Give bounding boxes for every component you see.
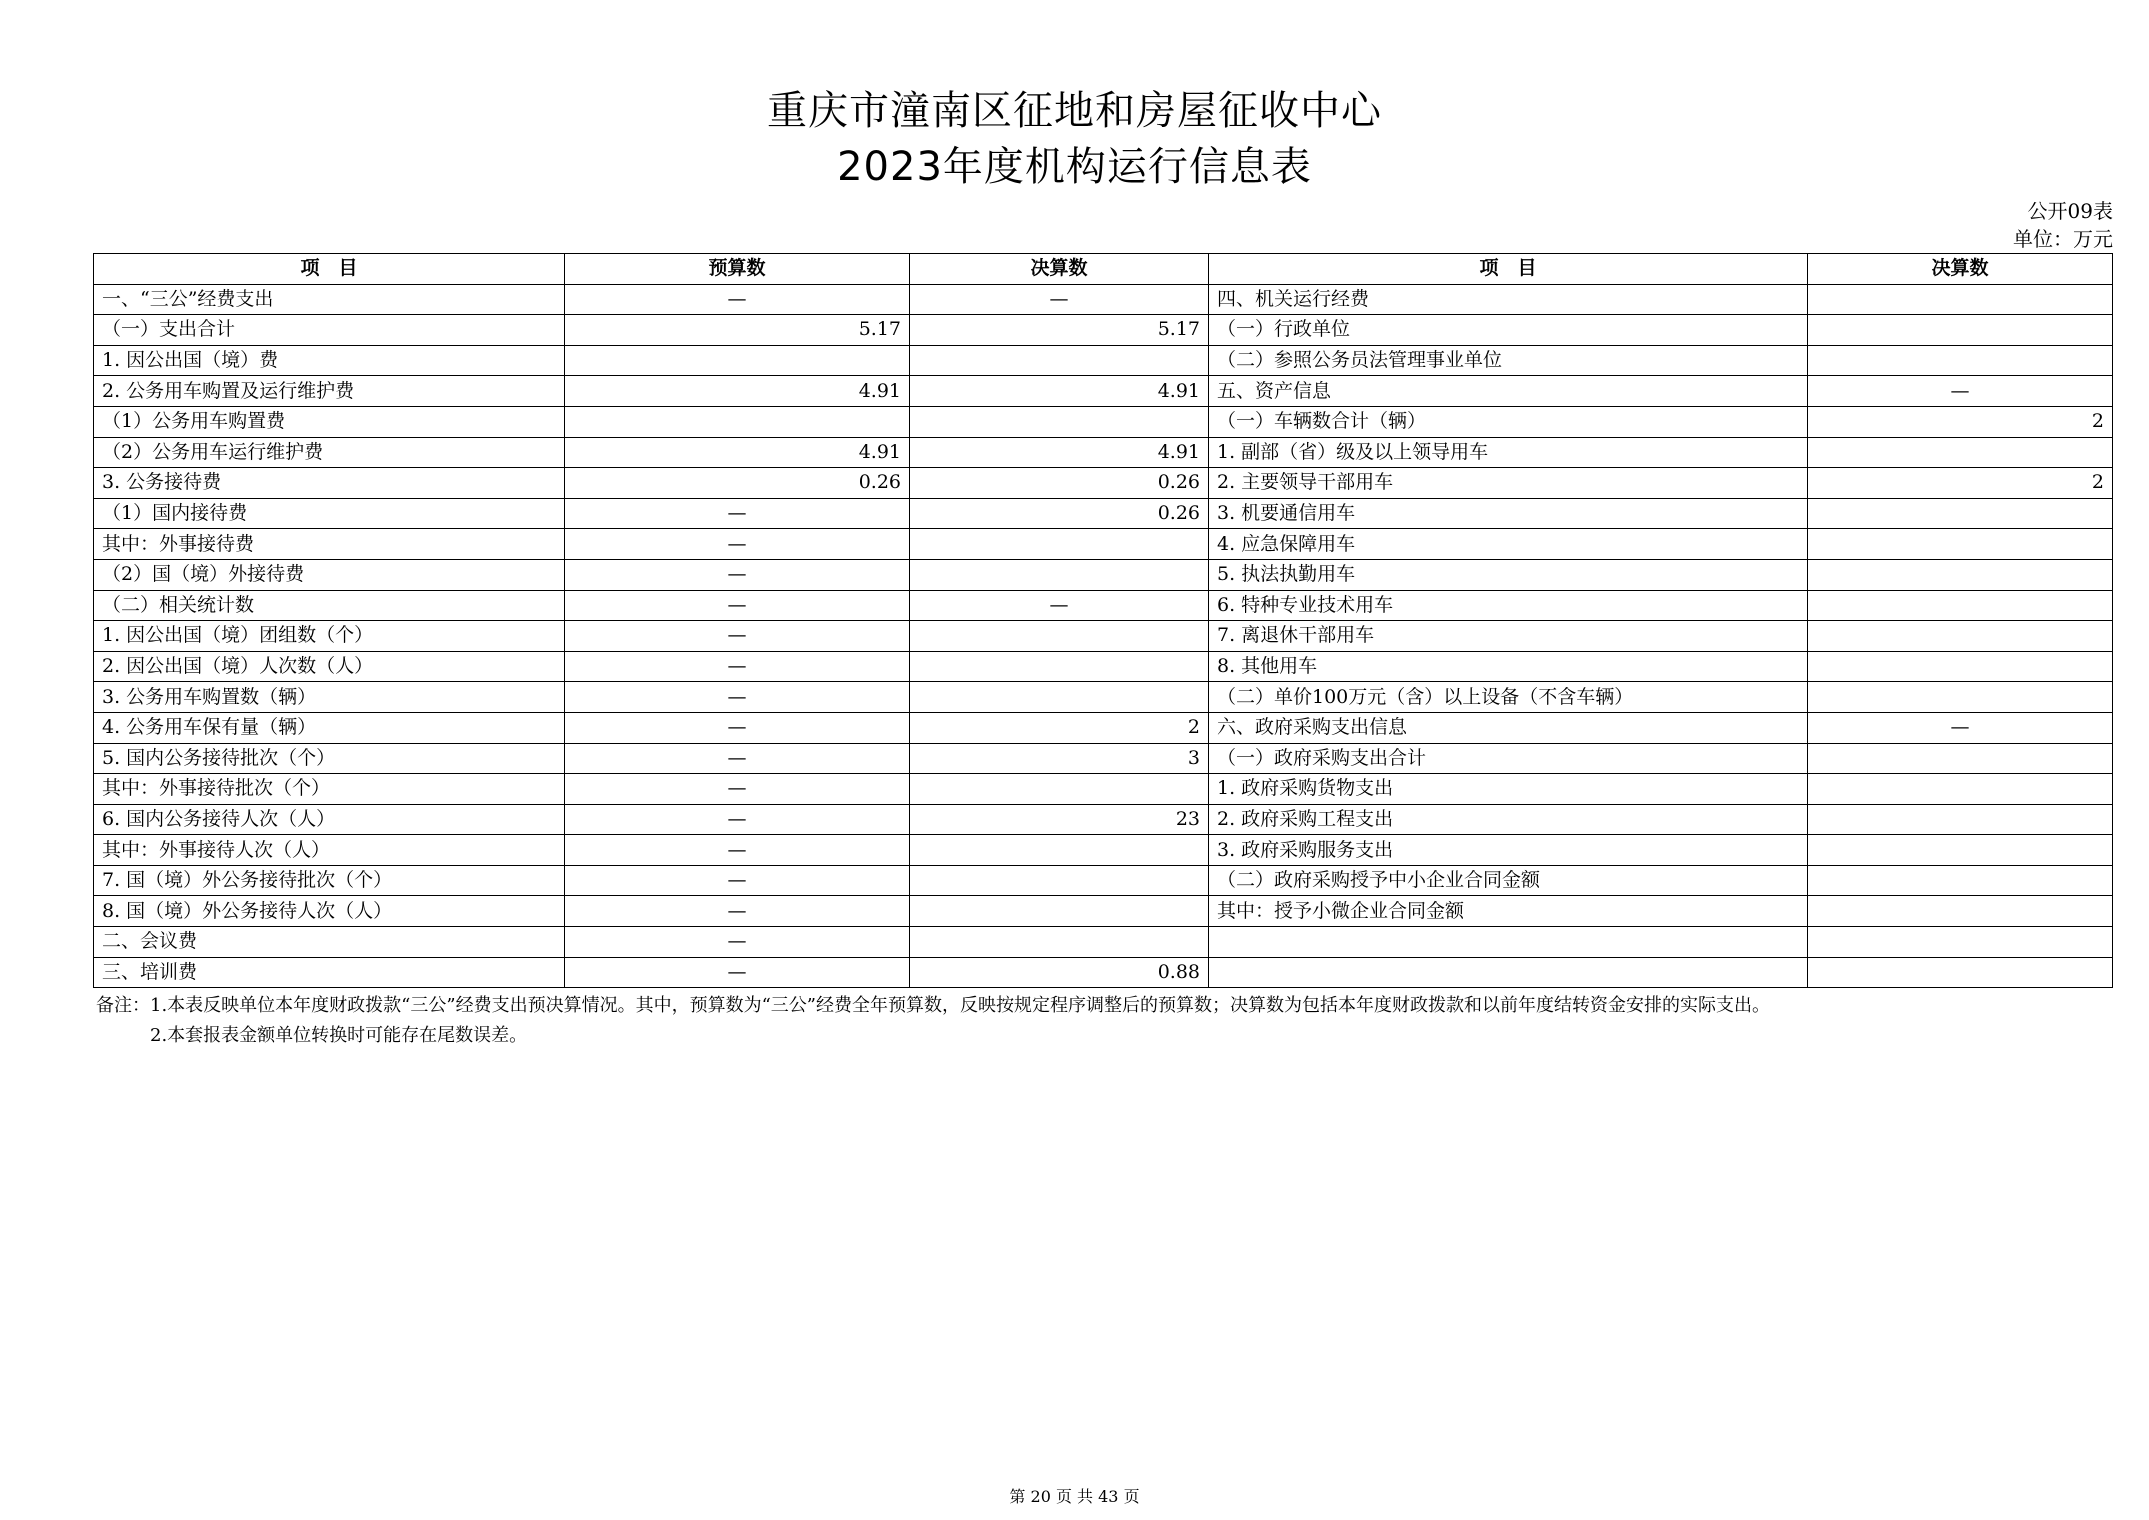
table-row: [94, 315, 2113, 346]
right-final-cell: [1808, 927, 2113, 958]
header-budget: 预算数: [565, 254, 910, 285]
left-item-cell: 5. 国内公务接待批次（个）: [94, 743, 565, 774]
budget-cell: —: [565, 835, 910, 866]
left-item-cell: 2. 因公出国（境）人次数（人）: [94, 651, 565, 682]
budget-cell: —: [565, 774, 910, 805]
right-item-cell: 7. 离退休干部用车: [1209, 621, 1808, 652]
budget-cell: —: [565, 865, 910, 896]
page-subtitle: 2023年度机构运行信息表: [837, 144, 1312, 190]
right-item-cell: 3. 政府采购服务支出: [1209, 835, 1808, 866]
page-title: 重庆市潼南区征地和房屋征收中心: [767, 88, 1382, 134]
final-cell: 3: [910, 743, 1209, 774]
left-item-cell: 其中：外事接待批次（个）: [94, 774, 565, 805]
final-cell: 0.26: [910, 498, 1209, 529]
final-cell: [910, 529, 1209, 560]
right-item-cell: （一）行政单位: [1209, 315, 1808, 346]
right-final-cell: [1808, 621, 2113, 652]
right-item-cell: 6. 特种专业技术用车: [1209, 590, 1808, 621]
table-row: [94, 927, 2113, 958]
budget-cell: —: [565, 590, 910, 621]
header-final: 决算数: [910, 254, 1209, 285]
final-cell: [910, 345, 1209, 376]
right-final-cell: [1808, 559, 2113, 590]
final-cell: [910, 835, 1209, 866]
right-final-cell: —: [1808, 712, 2113, 743]
right-final-cell: [1808, 529, 2113, 560]
header-final-right: 决算数: [1808, 254, 2113, 285]
right-item-cell: （二）参照公务员法管理事业单位: [1209, 345, 1808, 376]
final-cell: [910, 927, 1209, 958]
right-final-cell: —: [1808, 376, 2113, 407]
table-row: [94, 621, 2113, 652]
final-cell: 5.17: [910, 315, 1209, 346]
right-item-cell: （二）单价100万元（含）以上设备（不含车辆）: [1209, 682, 1808, 713]
left-item-cell: 1. 因公出国（境）团组数（个）: [94, 621, 565, 652]
left-item-cell: 三、培训费: [94, 957, 565, 988]
left-item-cell: 一、“三公”经费支出: [94, 284, 565, 315]
table-row: [94, 957, 2113, 988]
right-final-cell: [1808, 957, 2113, 988]
left-item-cell: （二）相关统计数: [94, 590, 565, 621]
final-cell: [910, 682, 1209, 713]
right-final-cell: [1808, 896, 2113, 927]
right-item-cell: [1209, 927, 1808, 958]
final-cell: [910, 865, 1209, 896]
table-row: [94, 284, 2113, 315]
right-item-cell: （二）政府采购授予中小企业合同金额: [1209, 865, 1808, 896]
right-final-cell: [1808, 651, 2113, 682]
right-final-cell: 2: [1808, 406, 2113, 437]
table-row: [94, 682, 2113, 713]
budget-cell: —: [565, 621, 910, 652]
final-cell: 4.91: [910, 376, 1209, 407]
note-1: 备注：1.本表反映单位本年度财政拨款“三公”经费支出预决算情况。其中，预算数为“三公”经费全年预算数，反映按规定程序调整后的预算数；决算数为包括本年度财政拨款和以前年度结转资金安排的实际支出。: [96, 995, 1770, 1016]
right-item-cell: 五、资产信息: [1209, 376, 1808, 407]
budget-cell: —: [565, 712, 910, 743]
table-row: [94, 376, 2113, 407]
right-item-cell: 2. 政府采购工程支出: [1209, 804, 1808, 835]
left-item-cell: （1）公务用车购置费: [94, 406, 565, 437]
table-row: [94, 559, 2113, 590]
budget-cell: —: [565, 957, 910, 988]
budget-cell: —: [565, 498, 910, 529]
budget-cell: 4.91: [565, 376, 910, 407]
header-item-right: 项 目: [1209, 254, 1808, 285]
table-row: [94, 437, 2113, 468]
final-cell: —: [910, 590, 1209, 621]
table-row: [94, 896, 2113, 927]
right-final-cell: [1808, 682, 2113, 713]
table-row: [94, 743, 2113, 774]
table-row: [94, 804, 2113, 835]
right-item-cell: 8. 其他用车: [1209, 651, 1808, 682]
info-table: [93, 253, 2113, 988]
right-item-cell: （一）政府采购支出合计: [1209, 743, 1808, 774]
budget-cell: —: [565, 682, 910, 713]
table-row: [94, 345, 2113, 376]
left-item-cell: （一）支出合计: [94, 315, 565, 346]
final-cell: [910, 406, 1209, 437]
left-item-cell: 6. 国内公务接待人次（人）: [94, 804, 565, 835]
table-row: [94, 865, 2113, 896]
budget-cell: —: [565, 559, 910, 590]
budget-cell: —: [565, 651, 910, 682]
budget-cell: —: [565, 927, 910, 958]
budget-cell: —: [565, 743, 910, 774]
budget-cell: —: [565, 284, 910, 315]
right-item-cell: 其中：授予小微企业合同金额: [1209, 896, 1808, 927]
left-item-cell: 其中：外事接待人次（人）: [94, 835, 565, 866]
left-item-cell: 3. 公务接待费: [94, 468, 565, 499]
final-cell: [910, 774, 1209, 805]
right-item-cell: 四、机关运行经费: [1209, 284, 1808, 315]
table-row: [94, 590, 2113, 621]
right-final-cell: [1808, 437, 2113, 468]
right-final-cell: [1808, 743, 2113, 774]
table-row: [94, 774, 2113, 805]
budget-cell: 4.91: [565, 437, 910, 468]
left-item-cell: 1. 因公出国（境）费: [94, 345, 565, 376]
right-item-cell: 5. 执法执勤用车: [1209, 559, 1808, 590]
budget-cell: [565, 345, 910, 376]
right-final-cell: [1808, 498, 2113, 529]
budget-cell: [565, 406, 910, 437]
budget-cell: —: [565, 896, 910, 927]
final-cell: [910, 651, 1209, 682]
final-cell: [910, 559, 1209, 590]
budget-cell: 0.26: [565, 468, 910, 499]
final-cell: [910, 621, 1209, 652]
page-footer: 第 20 页 共 43 页: [1009, 1487, 1140, 1506]
right-final-cell: [1808, 774, 2113, 805]
right-final-cell: [1808, 284, 2113, 315]
right-item-cell: 六、政府采购支出信息: [1209, 712, 1808, 743]
right-item-cell: 4. 应急保障用车: [1209, 529, 1808, 560]
table-row: [94, 468, 2113, 499]
right-final-cell: [1808, 315, 2113, 346]
left-item-cell: 8. 国（境）外公务接待人次（人）: [94, 896, 565, 927]
right-final-cell: [1808, 835, 2113, 866]
left-item-cell: 二、会议费: [94, 927, 565, 958]
final-cell: [910, 896, 1209, 927]
left-item-cell: 2. 公务用车购置及运行维护费: [94, 376, 565, 407]
right-item-cell: 2. 主要领导干部用车: [1209, 468, 1808, 499]
final-cell: 4.91: [910, 437, 1209, 468]
left-item-cell: 其中：外事接待费: [94, 529, 565, 560]
table-code: 公开09表: [2027, 199, 2113, 223]
right-final-cell: [1808, 345, 2113, 376]
table-row: [94, 835, 2113, 866]
budget-cell: —: [565, 529, 910, 560]
final-cell: 23: [910, 804, 1209, 835]
table-header-row: [94, 254, 2113, 285]
header-item: 项 目: [94, 254, 565, 285]
note-2: 2.本套报表金额单位转换时可能存在尾数误差。: [150, 1025, 528, 1046]
table-row: [94, 712, 2113, 743]
left-item-cell: （1）国内接待费: [94, 498, 565, 529]
budget-cell: 5.17: [565, 315, 910, 346]
right-final-cell: [1808, 804, 2113, 835]
table-row: [94, 498, 2113, 529]
right-item-cell: 1. 副部（省）级及以上领导用车: [1209, 437, 1808, 468]
left-item-cell: 3. 公务用车购置数（辆）: [94, 682, 565, 713]
right-final-cell: [1808, 590, 2113, 621]
final-cell: —: [910, 284, 1209, 315]
table-row: [94, 529, 2113, 560]
final-cell: 2: [910, 712, 1209, 743]
left-item-cell: （2）国（境）外接待费: [94, 559, 565, 590]
left-item-cell: 4. 公务用车保有量（辆）: [94, 712, 565, 743]
right-item-cell: （一）车辆数合计（辆）: [1209, 406, 1808, 437]
table-row: [94, 651, 2113, 682]
right-final-cell: [1808, 865, 2113, 896]
right-item-cell: 3. 机要通信用车: [1209, 498, 1808, 529]
final-cell: 0.26: [910, 468, 1209, 499]
final-cell: 0.88: [910, 957, 1209, 988]
left-item-cell: （2）公务用车运行维护费: [94, 437, 565, 468]
unit-label: 单位：万元: [2013, 227, 2113, 251]
right-final-cell: 2: [1808, 468, 2113, 499]
budget-cell: —: [565, 804, 910, 835]
table-row: [94, 406, 2113, 437]
right-item-cell: 1. 政府采购货物支出: [1209, 774, 1808, 805]
right-item-cell: [1209, 957, 1808, 988]
left-item-cell: 7. 国（境）外公务接待批次（个）: [94, 865, 565, 896]
